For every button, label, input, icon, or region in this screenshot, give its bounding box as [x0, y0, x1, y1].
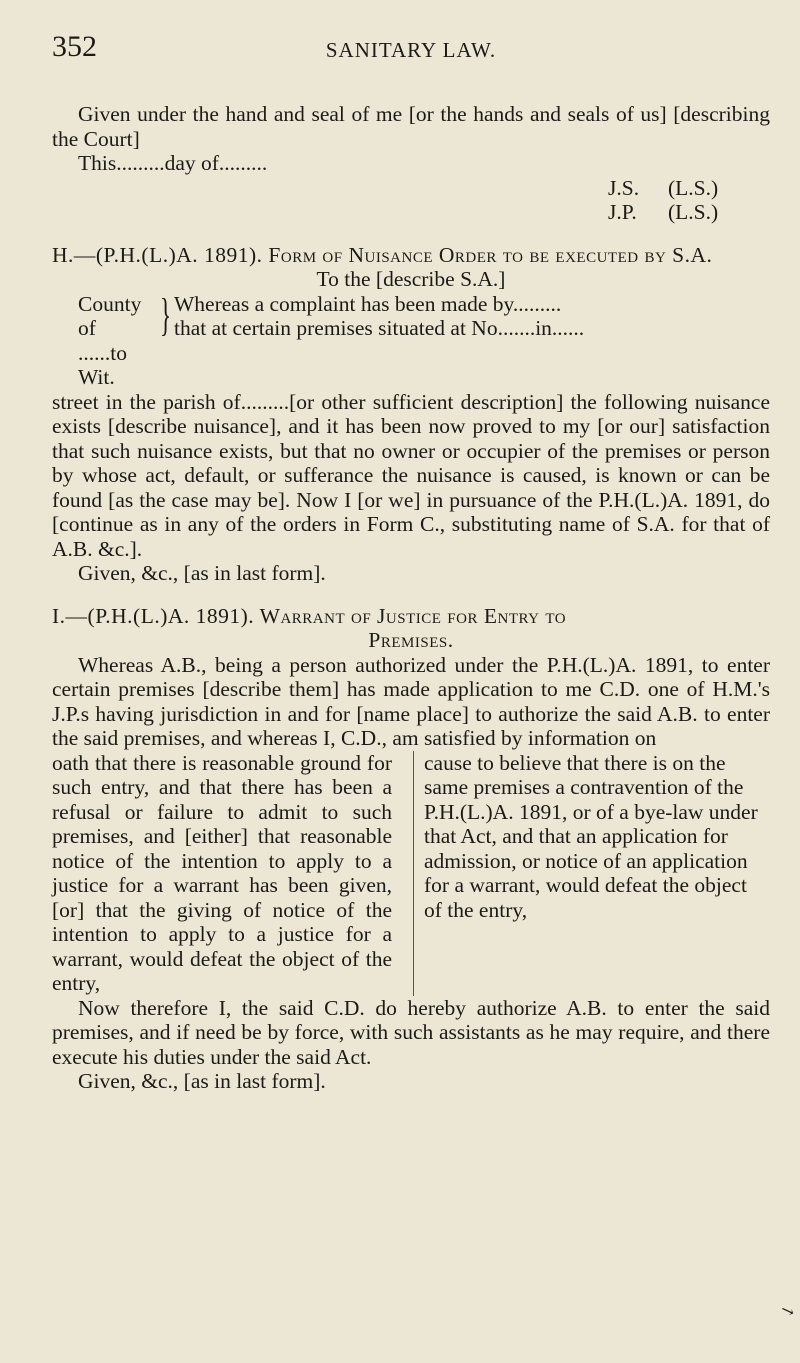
brace-icon: } — [160, 288, 172, 340]
form-i-heading: I.—(P.H.(L.)A. 1891). Warrant of Justice for Entry to — [52, 603, 567, 628]
seal-2: (L.S.) — [668, 200, 719, 224]
page-body — [52, 102, 770, 1094]
county-text-1: Whereas a complaint has been made by......... — [174, 291, 562, 316]
signature-block — [52, 176, 748, 225]
page-number: 352 — [52, 30, 97, 63]
form-i-heading-2: Premises. — [368, 628, 454, 652]
right-column: cause to believe that there is on the same premises a contravention of the P.H.(L.)A. 1891, or of a bye-law under that Act, and that an application for admission, or notice of an application for a warrant, would defeat the object of the entry, — [413, 751, 770, 996]
signature-jp: J.P. — [608, 200, 637, 224]
corner-mark-icon: ↘ — [778, 1301, 797, 1322]
book-page — [52, 30, 770, 1093]
form-i-intro: Whereas A.B., being a person authorized under the P.H.(L.)A. 1891, to enter certain premises [describe them] has made application to me C.D. one of H.M.'s J.P.s having jurisdiction in and for [name place] to authorize the said A.B. to enter the said premises, and whereas I, C.D., am satisfied by information on — [52, 652, 770, 750]
county-text-2: that at certain premises situated at No.......in...... — [174, 316, 585, 340]
running-header — [52, 30, 770, 70]
county-block — [78, 288, 770, 390]
signature-js: J.S. — [608, 175, 640, 200]
this-day-line: This.........day of......... — [78, 151, 268, 175]
form-h-body: street in the parish of.........[or other sufficient description] the following nuisance exists [describe nuisance], and it has been now proved to my [or our] satisfaction that such nuisance exists, but that no owner or occupier of the premises or person by whose act, default, or sufferance the nuisance is caused, is known or can be found [as the case may be]. Now I [or we] in pursuance of the P.H.(L.)A. 1891, do [continue as in any of the orders in Form C., substituting name of S.A. for that of A.B. &c.]. — [52, 389, 770, 561]
form-h-heading: H.—(P.H.(L.)A. 1891). Form of Nuisance Order to be executed by S.A. — [52, 242, 713, 267]
to-wit-label: ......to Wit. — [78, 340, 127, 389]
running-title: SANITARY LAW. — [325, 38, 497, 62]
form-h-to-line: To the [describe S.A.] — [316, 267, 506, 291]
left-column: oath that there is reasonable ground for such entry, and that there has been a refusal or failure to admit to such premises, and [either] that reasonable notice of the intention to apply to a justice for a warrant has been given, [or] that the giving of notice of the intention to apply to a justice for a warrant, would defeat the object of the entry, — [52, 750, 392, 995]
form-i-conclusion: Now therefore I, the said C.D. do hereby authorize A.B. to enter the said premises, and if need be by force, with such assistants as he may require, and there execute his duties under the said Act. — [52, 995, 770, 1069]
given-under-hand: Given under the hand and seal of me [or the hands and seals of us] [describing the Court] — [52, 102, 770, 151]
two-column-block — [52, 751, 770, 996]
form-i-given: Given, &c., [as in last form]. — [78, 1069, 326, 1093]
seal-1: (L.S.) — [668, 175, 719, 200]
county-label: County of — [78, 291, 142, 340]
form-h-given: Given, &c., [as in last form]. — [78, 561, 326, 585]
